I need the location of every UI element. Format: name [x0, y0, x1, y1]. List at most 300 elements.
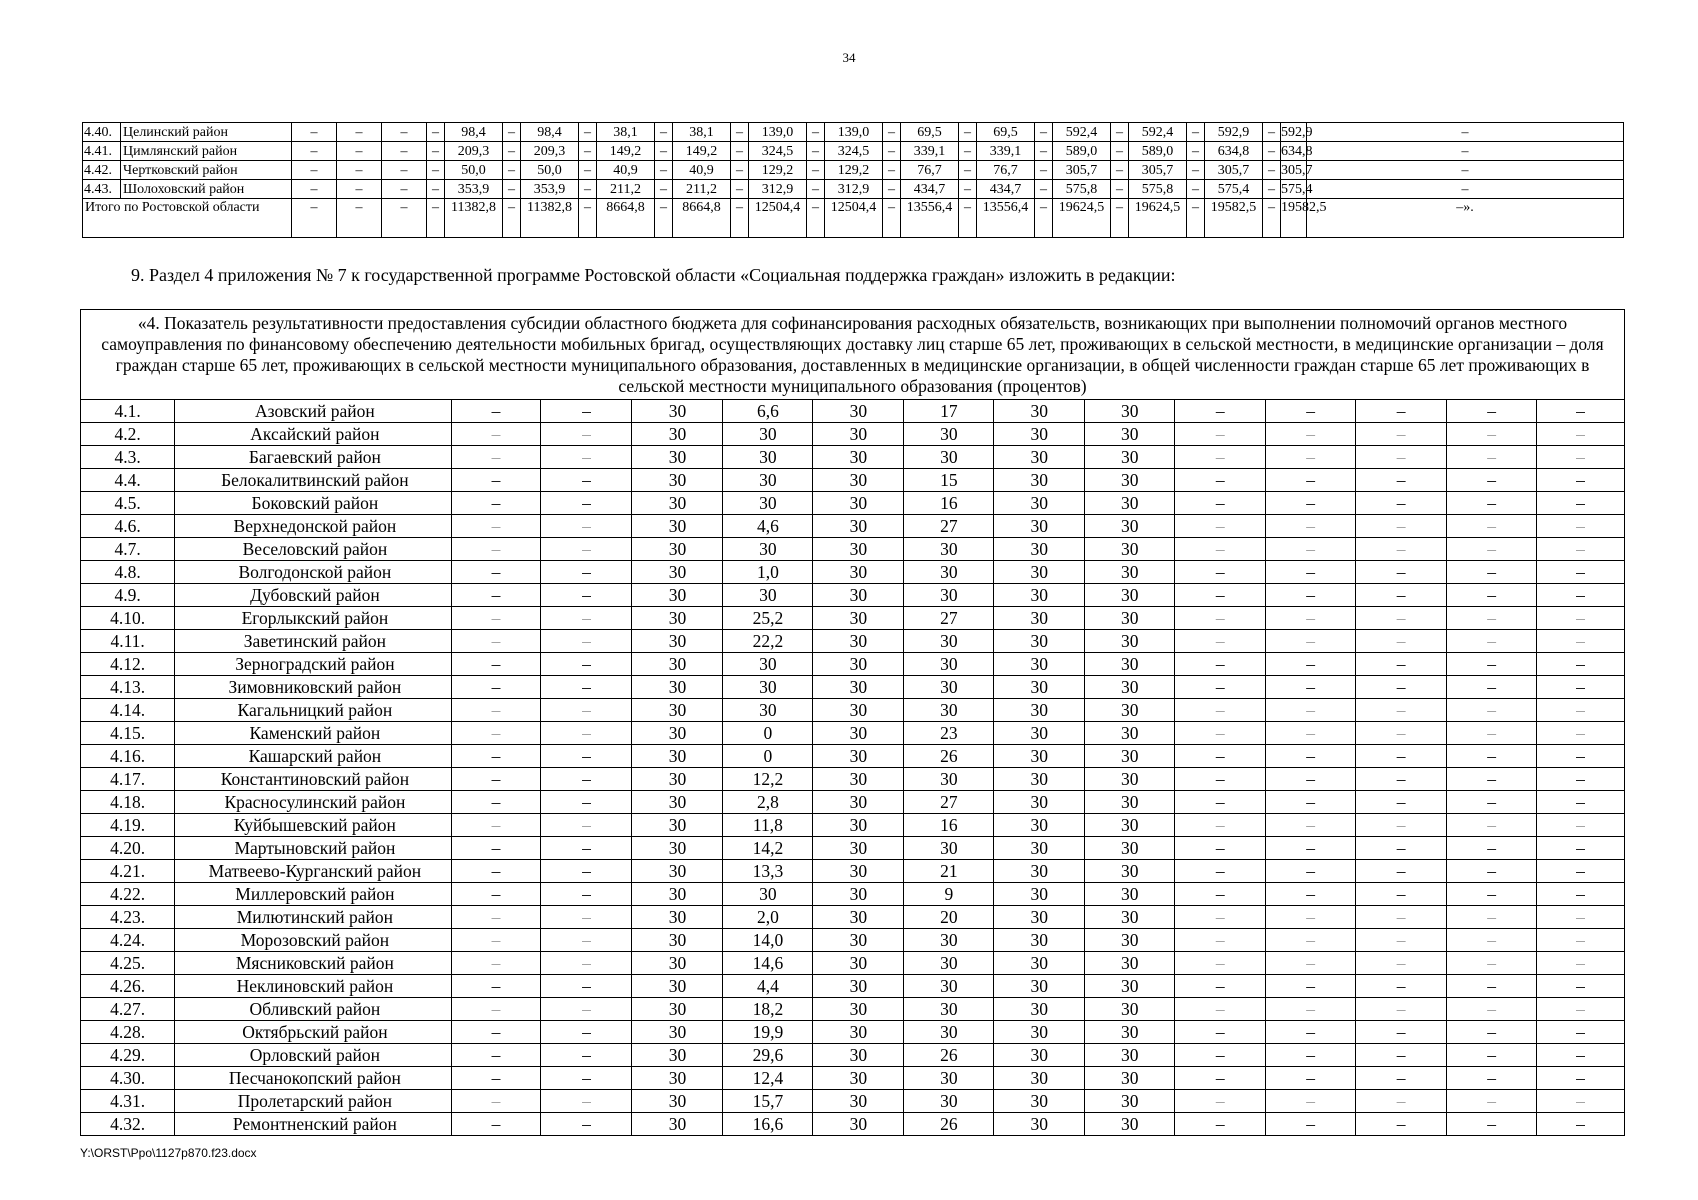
- table-cell: –: [382, 180, 427, 199]
- table-row: [81, 837, 1625, 860]
- table-cell: 211,2: [673, 180, 731, 199]
- table-cell: –: [1356, 699, 1447, 722]
- table-cell: 30: [904, 952, 994, 975]
- row-number: 4.1.: [81, 400, 175, 423]
- row-number: 4.40.: [83, 123, 121, 142]
- indicator-table: [80, 309, 1625, 1136]
- table-cell: –: [1307, 123, 1624, 142]
- table-cell: 30: [904, 1021, 994, 1044]
- table-cell: –: [451, 423, 541, 446]
- table-cell: –: [1111, 142, 1129, 161]
- table-cell: –: [1266, 423, 1356, 446]
- table-cell: 26: [904, 1113, 994, 1136]
- table-cell: 30: [813, 814, 904, 837]
- table-cell: 30: [994, 446, 1085, 469]
- row-name: Целинский район: [121, 123, 292, 142]
- table-cell: 30: [632, 745, 723, 768]
- table-cell: 30: [1085, 745, 1175, 768]
- row-number: 4.42.: [83, 161, 121, 180]
- table-cell: 30: [632, 768, 723, 791]
- row-name: Дубовский район: [175, 584, 451, 607]
- table-cell: –: [541, 860, 632, 883]
- table-cell: –: [1356, 722, 1447, 745]
- table-cell: 30: [994, 929, 1085, 952]
- row-number: 4.23.: [81, 906, 175, 929]
- table-cell: 13556,4: [977, 199, 1035, 238]
- table-cell: 30: [1085, 768, 1175, 791]
- table-cell: 16,6: [723, 1113, 813, 1136]
- table-cell: –: [451, 607, 541, 630]
- row-name: Песчанокопский район: [175, 1067, 451, 1090]
- table-row: [83, 180, 1624, 199]
- row-name: Неклиновский район: [175, 975, 451, 998]
- table-cell: –: [541, 952, 632, 975]
- row-number: 4.31.: [81, 1090, 175, 1113]
- table-cell: –: [541, 446, 632, 469]
- table-cell: –: [1266, 722, 1356, 745]
- table-cell: 14,2: [723, 837, 813, 860]
- table-cell: 15: [904, 469, 994, 492]
- table-cell: 13,3: [723, 860, 813, 883]
- table-cell: –: [1447, 837, 1537, 860]
- table-cell: 30: [904, 423, 994, 446]
- table-cell: 30: [632, 423, 723, 446]
- row-name: Зимовниковский район: [175, 676, 451, 699]
- table-cell: –: [1447, 883, 1537, 906]
- table-cell: –: [451, 791, 541, 814]
- table-row: [81, 699, 1625, 722]
- table-cell: 30: [632, 906, 723, 929]
- table-cell: –: [1356, 1021, 1447, 1044]
- table-cell: –: [1175, 630, 1266, 653]
- table-cell: –: [503, 142, 521, 161]
- table-cell: –: [1175, 538, 1266, 561]
- table-cell: 8664,8: [597, 199, 655, 238]
- table-cell: –: [1447, 722, 1537, 745]
- table-row: [81, 975, 1625, 998]
- table-cell: 19582,5: [1205, 199, 1263, 238]
- table-cell: 30: [904, 538, 994, 561]
- table-cell: –: [1356, 837, 1447, 860]
- table-cell: 30: [813, 469, 904, 492]
- table-cell: –: [337, 123, 382, 142]
- table-cell: 30: [632, 814, 723, 837]
- table-cell: 30: [1085, 883, 1175, 906]
- table-cell: –: [1263, 161, 1281, 180]
- table-cell: –: [1356, 768, 1447, 791]
- table-cell: 14,6: [723, 952, 813, 975]
- table-row: [83, 142, 1624, 161]
- table-cell: –: [1356, 1090, 1447, 1113]
- table-cell: 25,2: [723, 607, 813, 630]
- row-name: Миллеровский район: [175, 883, 451, 906]
- table-cell: 19624,5: [1129, 199, 1187, 238]
- table-cell: 634,8: [1281, 143, 1313, 159]
- table-cell: –: [1266, 768, 1356, 791]
- table-cell: –: [883, 199, 901, 238]
- table-cell: –: [883, 142, 901, 161]
- table-cell: 30: [904, 584, 994, 607]
- table-row: [81, 791, 1625, 814]
- table-cell: 353,9: [521, 180, 579, 199]
- table-cell: –: [1447, 998, 1537, 1021]
- table-cell: 30: [1085, 998, 1175, 1021]
- table-cell: –: [1175, 1044, 1266, 1067]
- table-cell: 30: [632, 1044, 723, 1067]
- table-cell: 30: [723, 492, 813, 515]
- table-cell: 353,9: [445, 180, 503, 199]
- table-cell: 30: [1085, 653, 1175, 676]
- table-cell: 38,1: [597, 123, 655, 142]
- table-cell: 324,5: [749, 142, 807, 161]
- page-number: 34: [842, 50, 856, 65]
- table-cell: 30: [723, 676, 813, 699]
- table-cell: 30: [813, 584, 904, 607]
- table-cell: –: [1356, 929, 1447, 952]
- table-cell: –: [1537, 906, 1625, 929]
- table-cell: 30: [813, 768, 904, 791]
- table-cell: –: [1537, 745, 1625, 768]
- table-cell: –: [1266, 469, 1356, 492]
- table-cell: 589,0: [1053, 142, 1111, 161]
- table-cell: –: [1175, 607, 1266, 630]
- table-cell: –: [1111, 199, 1129, 238]
- table-cell: –: [883, 180, 901, 199]
- row-name: Ремонтненский район: [175, 1113, 451, 1136]
- table-cell: –: [1307, 180, 1624, 199]
- table-cell: 30: [723, 699, 813, 722]
- table-cell: –: [541, 561, 632, 584]
- table-cell: 30: [904, 561, 994, 584]
- table-cell: –: [1447, 1021, 1537, 1044]
- table-cell: –: [1266, 837, 1356, 860]
- table-cell: –: [1187, 142, 1205, 161]
- table-cell: 30: [632, 469, 723, 492]
- table-cell: 30: [632, 653, 723, 676]
- table-cell: –: [1356, 561, 1447, 584]
- table-cell: 30: [994, 1067, 1085, 1090]
- table-cell: –: [1187, 199, 1205, 238]
- table-cell: –: [807, 180, 825, 199]
- table-cell: –: [579, 199, 597, 238]
- table-cell: –: [1356, 400, 1447, 423]
- table-cell: –: [1035, 161, 1053, 180]
- table-cell: 592,9: [1205, 123, 1263, 142]
- table-cell: 30: [632, 1090, 723, 1113]
- table-cell: 30: [813, 515, 904, 538]
- table-cell: –: [1175, 584, 1266, 607]
- row-name: Белокалитвинский район: [175, 469, 451, 492]
- table-cell: 30: [632, 1067, 723, 1090]
- table-cell: 30: [904, 998, 994, 1021]
- table-row: [81, 538, 1625, 561]
- table-cell: –: [451, 1113, 541, 1136]
- table-cell: 30: [994, 400, 1085, 423]
- table-cell: –: [1447, 561, 1537, 584]
- table-cell: –: [1356, 745, 1447, 768]
- table-cell: 50,0: [445, 161, 503, 180]
- table-cell: –: [1175, 998, 1266, 1021]
- table-cell: 30: [632, 699, 723, 722]
- row-name: Кагальницкий район: [175, 699, 451, 722]
- table-cell: –: [1537, 584, 1625, 607]
- table-cell: 305,7: [1129, 161, 1187, 180]
- table-cell: –: [1175, 952, 1266, 975]
- table-cell: 21: [904, 860, 994, 883]
- table-cell: –: [451, 906, 541, 929]
- table-cell: –: [1447, 1113, 1537, 1136]
- table-cell: –: [451, 492, 541, 515]
- table-cell: 30: [632, 538, 723, 561]
- table-cell: 30: [813, 492, 904, 515]
- row-number: 4.16.: [81, 745, 175, 768]
- table-cell: –: [1111, 180, 1129, 199]
- row-number: 4.43.: [83, 180, 121, 199]
- table-cell: –: [1175, 1113, 1266, 1136]
- table-cell: –: [1266, 492, 1356, 515]
- table-cell: –: [1447, 653, 1537, 676]
- table-cell: 324,5: [825, 142, 883, 161]
- table-cell: –: [655, 142, 673, 161]
- table-cell: –: [1266, 1113, 1356, 1136]
- table-cell: 30: [1085, 1067, 1175, 1090]
- row-name: Заветинский район: [175, 630, 451, 653]
- table-cell: –: [541, 423, 632, 446]
- table-cell: –: [1175, 561, 1266, 584]
- row-name: Аксайский район: [175, 423, 451, 446]
- table-cell: –: [541, 745, 632, 768]
- table-cell: 30: [994, 515, 1085, 538]
- table-cell: –: [1356, 469, 1447, 492]
- table-cell: –: [1175, 653, 1266, 676]
- table-cell: –».: [1307, 199, 1624, 238]
- table-cell: 30: [994, 952, 1085, 975]
- row-name: Константиновский район: [175, 768, 451, 791]
- row-number: 4.32.: [81, 1113, 175, 1136]
- table-cell: –: [382, 199, 427, 238]
- table-cell: –: [451, 745, 541, 768]
- table-cell: 30: [813, 860, 904, 883]
- table-cell: –: [503, 199, 521, 238]
- table-cell: –: [1266, 975, 1356, 998]
- table-cell: –: [1356, 423, 1447, 446]
- table-cell: 30: [813, 975, 904, 998]
- table-cell: –: [1035, 199, 1053, 238]
- table-cell: 30: [1085, 1090, 1175, 1113]
- row-number: 4.26.: [81, 975, 175, 998]
- table-cell: 312,9: [825, 180, 883, 199]
- table-cell: –: [1537, 860, 1625, 883]
- table-row: [81, 952, 1625, 975]
- table-cell: –: [1447, 446, 1537, 469]
- table-cell: 30: [813, 538, 904, 561]
- table-cell: –: [451, 400, 541, 423]
- table-cell: 38,1: [673, 123, 731, 142]
- table-cell: –: [1175, 1067, 1266, 1090]
- table-cell: –: [451, 515, 541, 538]
- row-name: Обливский район: [175, 998, 451, 1021]
- table-row: [81, 883, 1625, 906]
- table-cell: –: [1187, 180, 1205, 199]
- table-cell: 30: [1085, 699, 1175, 722]
- table-cell: 69,5: [977, 123, 1035, 142]
- table-cell: –: [541, 1044, 632, 1067]
- table-cell: 139,0: [825, 123, 883, 142]
- table-cell: 30: [813, 1044, 904, 1067]
- table-cell: –: [1447, 400, 1537, 423]
- row-number: 4.12.: [81, 653, 175, 676]
- table-cell: –: [1175, 906, 1266, 929]
- table-cell: –: [541, 722, 632, 745]
- table-cell: –: [1356, 975, 1447, 998]
- table-cell: –: [1266, 653, 1356, 676]
- row-name: Шолоховский район: [121, 180, 292, 199]
- table-cell: –: [807, 199, 825, 238]
- table-cell: 575,4: [1205, 180, 1263, 199]
- table-cell: 30: [813, 837, 904, 860]
- table-cell: –: [1266, 1090, 1356, 1113]
- table-cell: 30: [994, 906, 1085, 929]
- table-cell: –: [1175, 768, 1266, 791]
- table-cell: 30: [813, 1021, 904, 1044]
- table-cell: 634,8: [1205, 142, 1263, 161]
- table-cell: 30: [994, 745, 1085, 768]
- row-number: 4.22.: [81, 883, 175, 906]
- table-cell: –: [541, 791, 632, 814]
- table-cell: 30: [632, 400, 723, 423]
- table-cell: 4,6: [723, 515, 813, 538]
- table-cell: 98,4: [445, 123, 503, 142]
- table-cell: 30: [723, 883, 813, 906]
- table-cell: –: [1175, 676, 1266, 699]
- table-cell: –: [541, 929, 632, 952]
- table-cell: –: [579, 123, 597, 142]
- table-cell: –: [541, 699, 632, 722]
- table-cell: 30: [994, 1113, 1085, 1136]
- table-cell: –: [1175, 791, 1266, 814]
- table-cell: 575,8: [1129, 180, 1187, 199]
- table-cell: –: [1356, 814, 1447, 837]
- table-cell: 30: [904, 975, 994, 998]
- table-cell: –: [337, 161, 382, 180]
- table-cell: 30: [994, 492, 1085, 515]
- table-cell: 30: [632, 676, 723, 699]
- table-cell: –: [451, 653, 541, 676]
- table-cell: –: [503, 180, 521, 199]
- row-name: Кашарский район: [175, 745, 451, 768]
- table-cell: 27: [904, 515, 994, 538]
- table-cell: 30: [994, 722, 1085, 745]
- table-cell: –: [1266, 814, 1356, 837]
- table-row: [81, 998, 1625, 1021]
- table-cell: –: [1266, 952, 1356, 975]
- table-cell: 30: [813, 722, 904, 745]
- table-cell: 26: [904, 1044, 994, 1067]
- row-number: 4.29.: [81, 1044, 175, 1067]
- table-cell: 12,2: [723, 768, 813, 791]
- table-cell: –: [1356, 791, 1447, 814]
- table-cell: 30: [632, 446, 723, 469]
- row-name: Мясниковский район: [175, 952, 451, 975]
- table-cell: –: [731, 123, 749, 142]
- table-cell: –: [1356, 584, 1447, 607]
- table-cell: 30: [1085, 837, 1175, 860]
- table-cell: –: [451, 975, 541, 998]
- table-cell: 9: [904, 883, 994, 906]
- table-cell: –: [1266, 929, 1356, 952]
- table-cell: 589,0: [1129, 142, 1187, 161]
- table-cell: –: [451, 1090, 541, 1113]
- table-cell: –: [1537, 814, 1625, 837]
- table-cell: 30: [994, 676, 1085, 699]
- table-cell: –: [1447, 1067, 1537, 1090]
- table-cell: –: [731, 142, 749, 161]
- table-cell: –: [1356, 883, 1447, 906]
- table-cell: –: [1175, 423, 1266, 446]
- table-cell: 30: [994, 998, 1085, 1021]
- table-cell: 11,8: [723, 814, 813, 837]
- table-cell: –: [427, 180, 445, 199]
- table-cell: –: [1447, 929, 1537, 952]
- table-cell: 434,7: [901, 180, 959, 199]
- table-row: [81, 515, 1625, 538]
- table-cell: 22,2: [723, 630, 813, 653]
- table-cell: 30: [632, 561, 723, 584]
- table-cell: –: [292, 123, 337, 142]
- table-cell: 30: [723, 653, 813, 676]
- row-name: Морозовский район: [175, 929, 451, 952]
- table-cell: 8664,8: [673, 199, 731, 238]
- table-cell: –: [451, 561, 541, 584]
- table-row: [81, 400, 1625, 423]
- table-cell: –: [1187, 161, 1205, 180]
- table-cell: 30: [632, 975, 723, 998]
- table-cell: –: [1537, 837, 1625, 860]
- row-number: 4.2.: [81, 423, 175, 446]
- table-row: [81, 561, 1625, 584]
- table-cell: 16: [904, 814, 994, 837]
- table-cell: 30: [723, 423, 813, 446]
- table-cell: –: [503, 123, 521, 142]
- table-row: [81, 722, 1625, 745]
- table-cell: 30: [994, 469, 1085, 492]
- table-cell: 17: [904, 400, 994, 423]
- table-cell: 575,8: [1053, 180, 1111, 199]
- table-cell: –: [541, 837, 632, 860]
- table-cell: –: [1537, 1021, 1625, 1044]
- table-cell: –: [292, 199, 337, 238]
- table-cell: –: [1537, 607, 1625, 630]
- table-cell: 30: [813, 400, 904, 423]
- table-cell: –: [1356, 860, 1447, 883]
- table-cell: –: [1447, 860, 1537, 883]
- table-cell: –: [541, 883, 632, 906]
- row-number: 4.6.: [81, 515, 175, 538]
- table-cell: –: [1175, 837, 1266, 860]
- table-cell: –: [1447, 745, 1537, 768]
- table-cell: 30: [994, 1090, 1085, 1113]
- row-number: 4.11.: [81, 630, 175, 653]
- table-cell: –: [959, 142, 977, 161]
- row-number: 4.9.: [81, 584, 175, 607]
- table-cell: 50,0: [521, 161, 579, 180]
- table-cell: –: [1537, 446, 1625, 469]
- row-number: 4.21.: [81, 860, 175, 883]
- table-cell: –: [382, 123, 427, 142]
- table-cell: –: [1266, 906, 1356, 929]
- table-cell: 30: [994, 584, 1085, 607]
- table-cell: 27: [904, 791, 994, 814]
